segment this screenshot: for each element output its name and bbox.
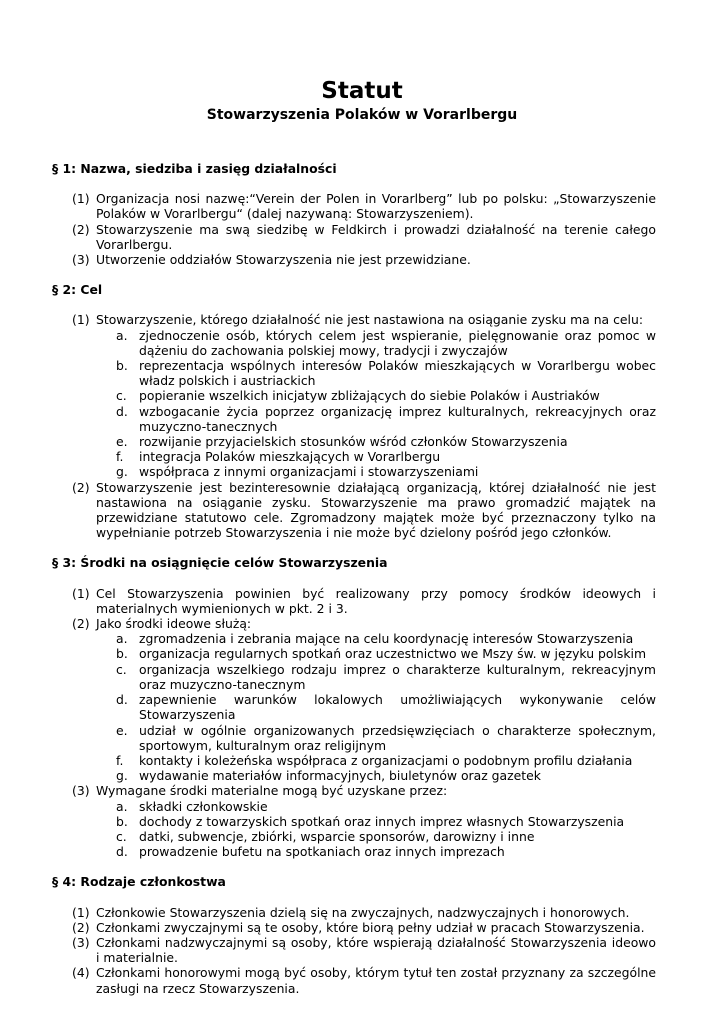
document-title: Statut	[321, 78, 403, 104]
list-item: (2) Jako środki ideowe służą:	[52, 616, 656, 631]
item-text: Wymagane środki materialne mogą być uzyskane przez:	[96, 783, 448, 799]
list-item: (1) Członkowie Stowarzyszenia dzielą się na zwyczajnych, nadzwyczajnych i honorowych.	[72, 904, 630, 920]
item-text: Stowarzyszenie jest bezinteresownie działającą organizacją, której działalność nie jest nastawiona na osiąganie zysku. Stowarzyszenie ma prawo gromadzić majątek na przewidziane statutowo cele. Zgromadzony majątek może być przeznaczony tylko na wypełnianie potrzeb Stowarzyszenia i nie może być dzielony pośród jego członków.	[96, 479, 656, 541]
sub-item: f. kontakty i koleżeńska współpraca z organizacjami o podobnym profilu działania	[116, 752, 633, 768]
sub-item: c. datki, subwencje, zbiórki, wsparcie sponsorów, darowizny i inne	[116, 828, 535, 844]
sub-item: g. współpraca z innymi organizacjami i stowarzyszeniami	[116, 464, 479, 480]
list-item: (3) Wymagane środki materialne mogą być uzyskane przez:	[52, 783, 656, 798]
sub-item: e. rozwijanie przyjacielskich stosunków wśród członków Stowarzyszenia	[116, 434, 568, 450]
sub-item: d. zapewnienie warunków lokalowych umożliwiających wykonywanie celów Stowarzyszenia	[116, 692, 656, 723]
sub-item: b. reprezentacja wspólnych interesów Polaków mieszkających w Vorarlbergu wobec władz polskich i austriackich	[116, 358, 656, 389]
sub-item: g. wydawanie materiałów informacyjnych, biuletynów oraz gazetek	[116, 768, 541, 784]
list-item	[52, 252, 656, 267]
sub-item: d. wzbogacanie życia poprzez organizację imprez kulturalnych, rekreacyjnych oraz muzyczno-tanecznych	[116, 403, 656, 434]
document-subtitle: Stowarzyszenia Polaków w Vorarlbergu	[206, 107, 518, 123]
sub-item: a. zjednoczenie osób, których celem jest wspieranie, pielęgnowanie oraz pomoc w dążeniu do zachowania polskiej mowy, tradycji i zwyczajów	[116, 327, 656, 358]
list-item: (2) Członkami zwyczajnymi są te osoby, które biorą pełny udział w pracach Stowarzyszenia.	[72, 919, 645, 935]
sub-item: f. integracja Polaków mieszkających w Vorarlbergu	[116, 449, 441, 465]
item-text: Organizacja nosi nazwę:“Verein der Polen in Vorarlberg” lub po polsku: „Stowarzyszenie Polaków w Vorarlbergu“ (dalej nazywaną: Stowarzyszeniem).	[96, 191, 656, 222]
sub-item: b. dochody z towarzyskich spotkań oraz innych imprez własnych Stowarzyszenia	[116, 813, 625, 829]
item-text: Cel Stowarzyszenia powinien być realizowany przy pomocy środków ideowych i materialnych wymienionych w pkt. 2 i 3.	[96, 585, 656, 616]
sub-item: a. zgromadzenia i zebrania mające na celu koordynację interesów Stowarzyszenia	[116, 631, 634, 647]
section-heading-4: § 4: Rodzaje członkostwa	[52, 874, 226, 890]
sub-item: a. składki członkowskie	[116, 798, 268, 814]
list-item: (4) Członkami honorowymi mogą być osoby, którym tytuł ten został przyznany za szczególne zasługi na rzecz Stowarzyszenia.	[72, 965, 656, 996]
item-number: (3)	[72, 252, 90, 268]
sub-item: c. popieranie wszelkich inicjatyw zbliżających do siebie Polaków i Austriaków	[116, 388, 600, 404]
sub-item: b. organizacja regularnych spotkań oraz uczestnictwo we Mszy św. w języku polskim	[116, 646, 647, 662]
section-heading-2: § 2: Cel	[52, 282, 103, 298]
item-text: Stowarzyszenie, którego działalność nie jest nastawiona na osiąganie zysku ma na celu:	[96, 312, 643, 328]
sub-item: e. udział w ogólnie organizowanych przedsięwzięciach o charakterze społecznym, sportowym, kulturalnym oraz religijnym	[116, 722, 656, 753]
list-item: (2) Stowarzyszenie jest bezinteresownie działającą organizacją, której działalność nie jest nastawiona na osiąganie zysku. Stowarzyszenie ma prawo gromadzić majątek na przewidziane statutowo cele. Zgromadzony majątek może być przeznaczony tylko na wypełnianie potrzeb Stowarzyszenia i nie może być dzielony pośród jego członków.	[72, 479, 656, 541]
list-item: (1) Cel Stowarzyszenia powinien być realizowany przy pomocy środków ideowych i materialnych wymienionych w pkt. 2 i 3.	[72, 585, 656, 616]
sub-item: c. organizacja wszelkiego rodzaju imprez o charakterze kulturalnym, rekreacyjnym oraz muzyczno-tanecznym	[116, 661, 656, 692]
item-text: Utworzenie oddziałów Stowarzyszenia nie jest przewidziane.	[96, 252, 471, 268]
document-body	[52, 161, 656, 996]
list-item: (3) Członkami nadzwyczajnymi są osoby, które wspierają działalność Stowarzyszenia ideowo i materialnie.	[72, 934, 656, 966]
item-number: (2)	[72, 221, 90, 237]
item-number: (1)	[72, 191, 90, 207]
item-text: Jako środki ideowe służą:	[96, 616, 252, 632]
section-heading-3: § 3: Środki na osiągnięcie celów Stowarzyszenia	[52, 555, 388, 571]
section-heading-1: § 1: Nazwa, siedziba i zasięg działalności	[52, 161, 337, 176]
sub-item: d. prowadzenie bufetu na spotkaniach oraz innych imprezach	[116, 844, 505, 860]
list-item	[52, 191, 656, 221]
list-item: (1) Stowarzyszenie, którego działalność nie jest nastawiona na osiąganie zysku ma na celu:	[52, 312, 656, 327]
list-item	[52, 222, 656, 252]
item-text: Stowarzyszenie ma swą siedzibę w Feldkirch i prowadzi działalność na terenie całego Vorarlbergu.	[96, 221, 656, 252]
